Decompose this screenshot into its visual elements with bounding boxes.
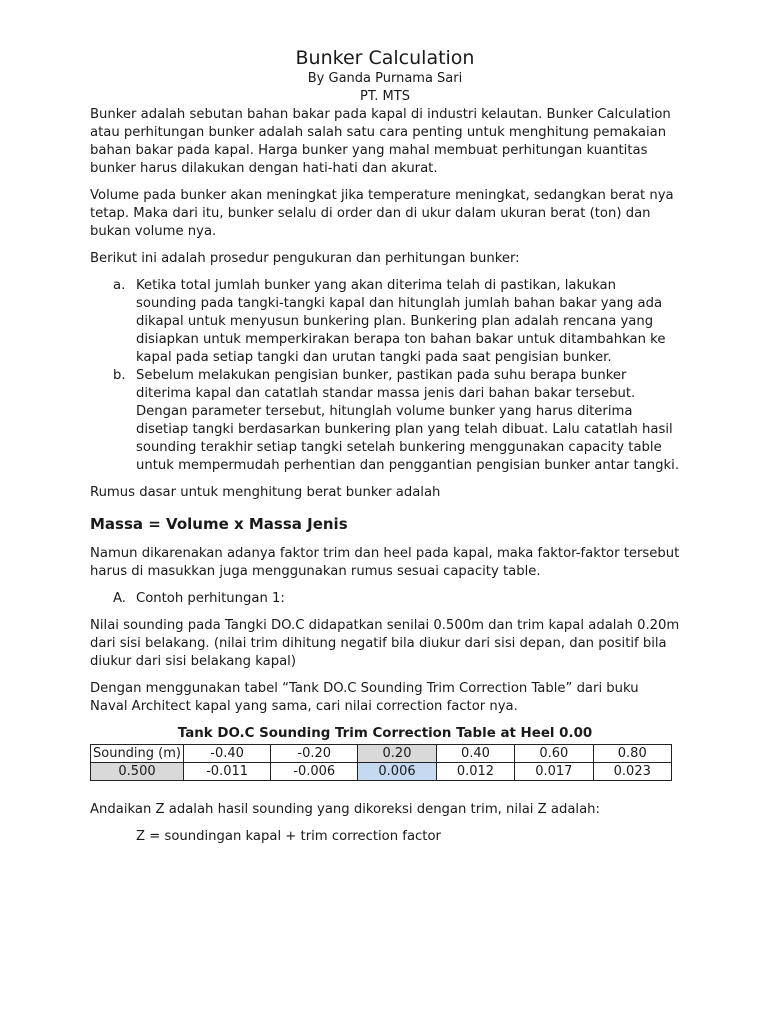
list-item-text: Sebelum melakukan pengisian bunker, pastikan pada suhu berapa bunker diterima kapal dan catatlah standar massa jenis dari bahan bakar tersebut. Dengan parameter tersebut, hitunglah volume bunker yang harus diterima disetiap tangki berdasarkan bunkering plan yang telah dibuat. Lalu catatlah hasil sounding terakhir setiap tangki setelah bunkering menggunakan capacity table untuk mempermudah perhentian dan penggantian pengisian bunker antar tangki. [136, 368, 680, 473]
example-paragraph: Nilai sounding pada Tangki DO.C didapatkan senilai 0.500m dan trim kapal adalah 0.20m dari sisi belakang. (nilai trim dihitung negatif bila diukur dari sisi depan, dan positif bila diukur dari sisi belakang kapal) [90, 618, 680, 669]
table-cell: 0.017 [515, 763, 593, 781]
list-item-text: Ketika total jumlah bunker yang akan diterima telah di pastikan, lakukan sounding pada tangki-tangki kapal dan hitunglah jumlah bahan bakar yang ada dikapal untuk menyusun bunkering plan. Bunkering plan adalah rencana yang disiapkan untuk memperkirakan berapa ton bahan bakar untuk ditambahkan ke kapal pada setiap tangki dan urutan tangki pada saat pengisian bunker. [136, 278, 666, 365]
example-label: Contoh perhitungan 1: [136, 591, 285, 606]
table-header-row [91, 745, 672, 763]
mass-formula: Massa = Volume x Massa Jenis [90, 515, 348, 533]
document-page [90, 46, 680, 846]
table-cell: -0.20 [271, 745, 358, 763]
list-marker: a. [113, 278, 126, 293]
table-cell: 0.20 [358, 745, 436, 763]
list-item [113, 277, 680, 367]
table-title: Tank DO.C Sounding Trim Correction Table at Heel 0.00 [177, 726, 593, 741]
volume-paragraph: Volume pada bunker akan meningkat jika temperature meningkat, sedangkan berat nya tetap. Maka dari itu, bunker selalu di order dan di ukur dalam ukuran berat (ton) dan bukan volume nya. [90, 188, 674, 239]
document-author: By Ganda Purnama Sari [307, 71, 463, 86]
table-cell: 0.023 [593, 763, 671, 781]
table-cell: 0.500 [91, 763, 184, 781]
table-cell: -0.40 [184, 745, 271, 763]
table-cell: -0.006 [271, 763, 358, 781]
example-heading [90, 590, 680, 608]
table-cell: 0.80 [593, 745, 671, 763]
procedure-list [90, 277, 680, 475]
table-cell: 0.60 [515, 745, 593, 763]
procedure-intro-paragraph: Berikut ini adalah prosedur pengukuran dan perhitungan bunker: [90, 251, 520, 266]
trim-paragraph: Namun dikarenakan adanya faktor trim dan heel pada kapal, maka faktor-faktor tersebut harus di masukkan juga menggunakan rumus sesuai capacity table. [90, 546, 680, 579]
z-paragraph: Andaikan Z adalah hasil sounding yang dikoreksi dengan trim, nilai Z adalah: [90, 802, 600, 817]
table-cell: 0.006 [358, 763, 436, 781]
list-marker: b. [113, 368, 126, 383]
formula-intro-paragraph: Rumus dasar untuk menghitung berat bunker adalah [90, 485, 441, 500]
table-cell: 0.012 [436, 763, 514, 781]
document-title: Bunker Calculation [295, 47, 475, 69]
trim-correction-table [90, 744, 672, 781]
list-marker: A. [113, 591, 126, 606]
table-cell: -0.011 [184, 763, 271, 781]
table-cell: Sounding (m) [91, 745, 184, 763]
table-intro-paragraph: Dengan menggunakan tabel “Tank DO.C Sounding Trim Correction Table” dari buku Naval Architect kapal yang sama, cari nilai correction factor nya. [90, 681, 639, 714]
document-company: PT. MTS [360, 89, 410, 104]
table-cell: 0.40 [436, 745, 514, 763]
intro-paragraph: Bunker adalah sebutan bahan bakar pada kapal di industri kelautan. Bunker Calculation atau perhitungan bunker adalah salah satu cara penting untuk menghitung pemakaian bahan bakar pada kapal. Harga bunker yang mahal membuat perhitungan kuantitas bunker harus dilakukan dengan hati-hati dan akurat. [90, 107, 671, 176]
list-item [113, 367, 680, 475]
z-formula: Z = soundingan kapal + trim correction factor [136, 829, 441, 844]
table-row [91, 763, 672, 781]
